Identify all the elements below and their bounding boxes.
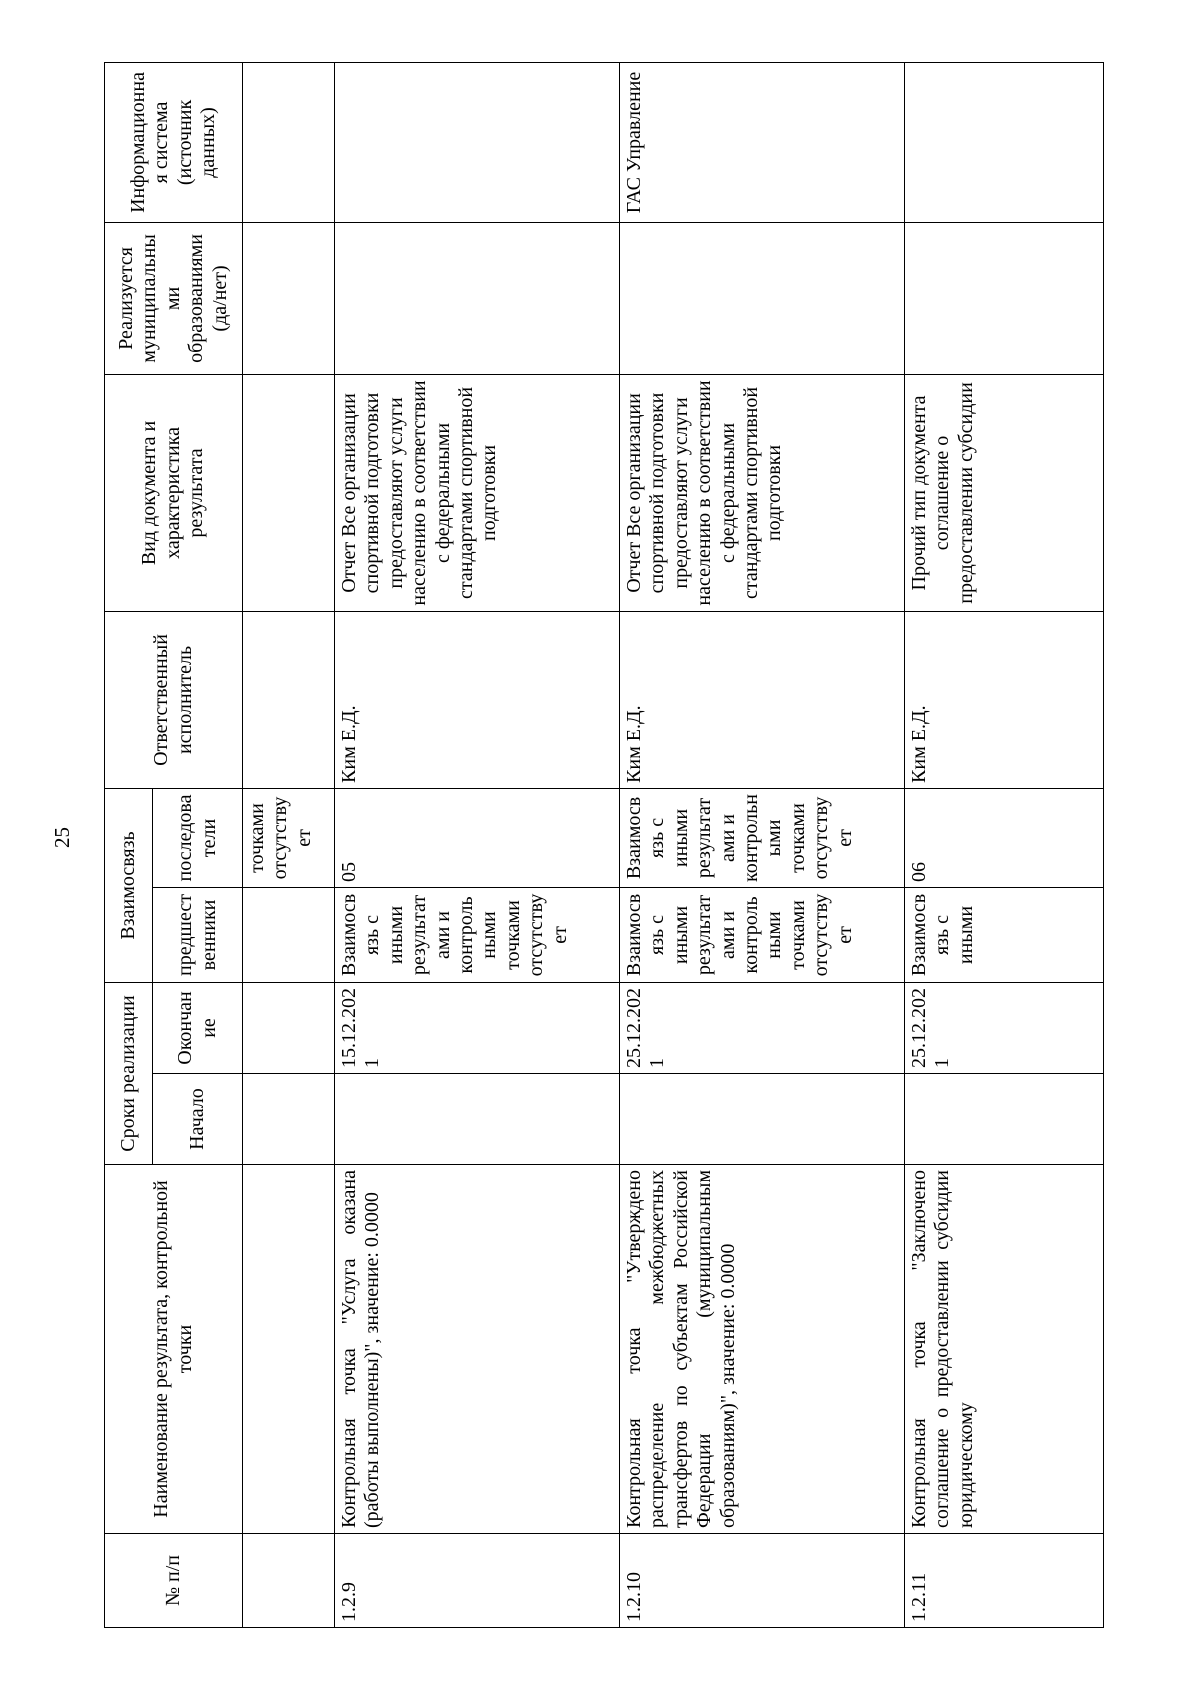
header-responsible: Ответственный исполнитель [105,611,243,788]
cell-start [905,1074,1104,1165]
cell-municipal [905,222,1104,374]
header-num: № п/п [105,1534,243,1628]
cell-predecessors: Взаимосвязь с иными результатами и контрольными точками отсутствует [335,887,620,982]
cell-end: 25.12.2021 [905,982,1104,1073]
cell-info [335,62,620,222]
cell-end: 25.12.2021 [620,982,905,1073]
cell-responsible: Ким Е.Д. [335,611,620,788]
header-name: Наименование результата, контрольной точки [105,1165,243,1534]
header-relation: Взаимосвязь [105,788,153,982]
header-doc-type: Вид документа и характеристика результата [105,374,243,611]
table-row [335,62,620,1627]
cell-name: Контрольная точка "Утверждено распределение межбюджетных трансфертов по субъектам Российской Федерации (муниципальным образованиям)", значение: 0.0000 [620,1165,905,1534]
cell-responsible: Ким Е.Д. [905,611,1104,788]
rotated-table-container [104,63,1104,1628]
cell-name [243,1165,335,1534]
cell-end [243,982,335,1073]
page-number: 25 [50,827,74,848]
table-row [620,62,905,1627]
cell-predecessors: Взаимосвязь с иными [905,887,1104,982]
cell-num [243,1534,335,1628]
cell-responsible [243,611,335,788]
control-points-table [104,62,1104,1628]
cell-doc [243,374,335,611]
cell-municipal [335,222,620,374]
cell-successors: 05 [335,788,620,887]
cell-info [243,62,335,222]
cell-name: Контрольная точка "Заключено соглашение о предоставлении субсидии юридическому [905,1165,1104,1534]
table-row [905,62,1104,1627]
table-row [243,62,335,1627]
header-successors: последователи [153,788,243,887]
cell-doc: Отчет Все организации спортивной подготовки предоставляют услуги населению в соответствии с федеральными стандартами спортивной подготовки [620,374,905,611]
cell-responsible: Ким Е.Д. [620,611,905,788]
cell-end: 15.12.2021 [335,982,620,1073]
cell-start [335,1074,620,1165]
header-row-1 [105,62,153,1627]
cell-info [905,62,1104,222]
cell-successors: 06 [905,788,1104,887]
cell-doc: Отчет Все организации спортивной подготовки предоставляют услуги населению в соответствии с федеральными стандартами спортивной подготовки [335,374,620,611]
cell-name: Контрольная точка "Услуга оказана (работы выполнены)", значение: 0.0000 [335,1165,620,1534]
header-terms: Сроки реализации [105,982,153,1164]
cell-doc: Прочий тип документа соглашение о предоставлении субсидии [905,374,1104,611]
cell-start [620,1074,905,1165]
cell-num: 1.2.9 [335,1534,620,1628]
cell-successors: точками отсутствует [243,788,335,887]
cell-num: 1.2.10 [620,1534,905,1628]
cell-predecessors [243,887,335,982]
cell-info: ГАС Управление [620,62,905,222]
header-start: Начало [153,1074,243,1165]
cell-predecessors: Взаимосвязь с иными результатами и контрольными точками отсутствует [620,887,905,982]
cell-municipal [620,222,905,374]
header-predecessors: предшественники [153,887,243,982]
header-info-system: Информационная система (источник данных) [105,62,243,222]
cell-municipal [243,222,335,374]
cell-start [243,1074,335,1165]
header-municipal: Реализуется муниципальными образованиями (да/нет) [105,222,243,374]
header-end: Окончание [153,982,243,1073]
cell-num: 1.2.11 [905,1534,1104,1628]
cell-successors: Взаимосвязь с иными результатами и контрольными точками отсутствует [620,788,905,887]
